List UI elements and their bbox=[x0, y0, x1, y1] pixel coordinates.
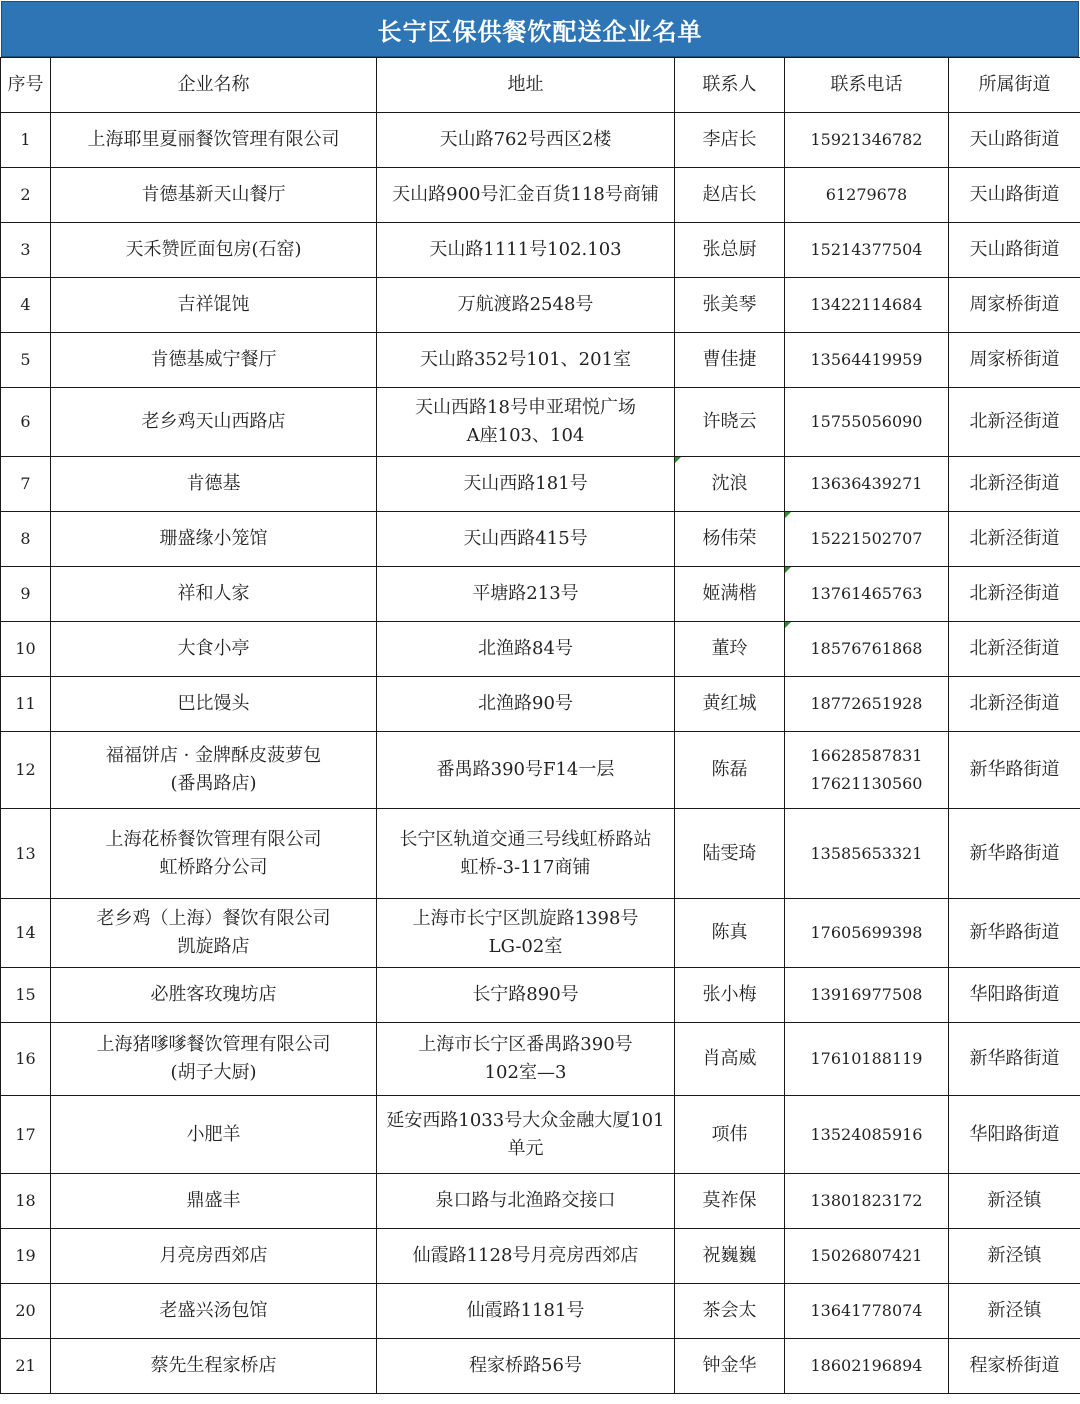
company-name-cell bbox=[51, 333, 377, 388]
table-row bbox=[1, 113, 1080, 168]
contact-person-cell: 肖高威 bbox=[675, 1023, 785, 1096]
address-cell-line: 平塘路213号 bbox=[472, 583, 579, 604]
phone-number-cell-line: 18602196894 bbox=[810, 1356, 923, 1375]
phone-number-cell-line: 18576761868 bbox=[810, 639, 923, 658]
company-name-cell-line: 老乡鸡（上海）餐饮有限公司 bbox=[96, 908, 331, 929]
table-row bbox=[1, 732, 1080, 809]
address-cell-line: 102室—3 bbox=[484, 1062, 567, 1083]
address-cell-line: 长宁区轨道交通三号线虹桥路站 bbox=[399, 828, 652, 850]
table-row bbox=[1, 622, 1080, 677]
address-cell bbox=[377, 333, 675, 388]
table-body bbox=[1, 113, 1080, 1394]
table-row bbox=[1, 1096, 1080, 1174]
address-cell-line: 上海市长宁区番禺路390号 bbox=[418, 1034, 633, 1055]
address-cell-line: 天山路762号西区2楼 bbox=[439, 129, 612, 150]
street-cell: 北新泾街道 bbox=[949, 512, 1080, 567]
phone-number-cell-line: 16628587831 bbox=[810, 746, 923, 765]
phone-number-cell-line: 13585653321 bbox=[810, 843, 923, 863]
street-cell: 程家桥街道 bbox=[949, 1339, 1080, 1394]
company-name-cell bbox=[51, 1229, 377, 1284]
contact-person-cell: 曹佳捷 bbox=[675, 333, 785, 388]
company-name-cell-line: (番禺路店) bbox=[170, 773, 257, 794]
address-cell-line: 程家桥路56号 bbox=[469, 1355, 582, 1376]
column-header-address: 地址 bbox=[377, 58, 675, 113]
address-cell bbox=[377, 732, 675, 809]
company-name-cell bbox=[51, 1339, 377, 1394]
company-name-cell-line: 肯德基 bbox=[186, 473, 241, 494]
street-cell: 周家桥街道 bbox=[949, 333, 1080, 388]
street-cell: 北新泾街道 bbox=[949, 622, 1080, 677]
row-index-cell: 17 bbox=[1, 1096, 51, 1174]
column-header-index: 序号 bbox=[1, 58, 51, 113]
company-name-cell-line: 吉祥馄饨 bbox=[177, 294, 250, 315]
address-cell bbox=[377, 278, 675, 333]
contact-person-cell: 祝巍巍 bbox=[675, 1229, 785, 1284]
street-cell: 新泾镇 bbox=[949, 1229, 1080, 1284]
company-name-cell-line: 鼎盛丰 bbox=[186, 1190, 241, 1211]
company-name-cell-line: 老盛兴汤包馆 bbox=[159, 1300, 268, 1321]
company-name-cell bbox=[51, 1096, 377, 1174]
street-cell: 天山路街道 bbox=[949, 223, 1080, 278]
phone-number-cell-line: 13564419959 bbox=[810, 350, 923, 369]
phone-number-cell bbox=[785, 1174, 949, 1229]
address-cell-line: 仙霞路1128号月亮房西郊店 bbox=[412, 1245, 639, 1266]
enterprise-table bbox=[0, 57, 1080, 1394]
contact-person-cell: 赵店长 bbox=[675, 168, 785, 223]
contact-person-cell: 姬满楷 bbox=[675, 567, 785, 622]
column-header-street: 所属街道 bbox=[949, 58, 1080, 113]
company-name-cell-line: (胡子大厨) bbox=[170, 1062, 257, 1083]
company-name-cell bbox=[51, 677, 377, 732]
phone-number-cell-line: 15214377504 bbox=[810, 240, 923, 259]
address-cell bbox=[377, 1284, 675, 1339]
address-cell-line: 天山西路181号 bbox=[463, 473, 588, 494]
company-name-cell-line: 肯德基新天山餐厅 bbox=[141, 184, 286, 205]
street-cell: 新华路街道 bbox=[949, 1023, 1080, 1096]
table-row bbox=[1, 333, 1080, 388]
address-cell bbox=[377, 1229, 675, 1284]
company-name-cell bbox=[51, 223, 377, 278]
contact-person-cell: 杨伟荣 bbox=[675, 512, 785, 567]
street-cell: 北新泾街道 bbox=[949, 567, 1080, 622]
phone-number-cell bbox=[785, 168, 949, 223]
phone-number-cell bbox=[785, 622, 949, 677]
phone-number-cell bbox=[785, 1339, 949, 1394]
phone-number-cell bbox=[785, 1096, 949, 1174]
phone-number-cell bbox=[785, 333, 949, 388]
address-cell-line: 天山路1111号102.103 bbox=[429, 239, 622, 260]
row-index-cell: 13 bbox=[1, 809, 51, 899]
row-index-cell: 11 bbox=[1, 677, 51, 732]
row-index-cell: 1 bbox=[1, 113, 51, 168]
header-row bbox=[1, 58, 1080, 113]
row-index-cell: 8 bbox=[1, 512, 51, 567]
contact-person-cell: 张小梅 bbox=[675, 968, 785, 1023]
phone-number-cell bbox=[785, 809, 949, 899]
company-name-cell-line: 福福饼店 · 金牌酥皮菠萝包 bbox=[105, 745, 322, 766]
company-name-cell-line: 珊盛缘小笼馆 bbox=[159, 528, 268, 549]
address-cell-line: 北渔路84号 bbox=[478, 638, 573, 659]
address-cell-line: 上海市长宁区凯旋路1398号 bbox=[412, 908, 639, 929]
company-name-cell-line: 上海猪嗲嗲餐饮管理有限公司 bbox=[96, 1034, 331, 1055]
address-cell bbox=[377, 223, 675, 278]
street-cell: 北新泾街道 bbox=[949, 677, 1080, 732]
row-index-cell: 12 bbox=[1, 732, 51, 809]
address-cell-line: A座103、104 bbox=[466, 425, 585, 446]
phone-number-cell-line: 13801823172 bbox=[810, 1191, 923, 1210]
company-name-cell bbox=[51, 899, 377, 968]
table-row bbox=[1, 899, 1080, 968]
contact-person-cell: 钟金华 bbox=[675, 1339, 785, 1394]
phone-number-cell-line: 61279678 bbox=[825, 185, 908, 204]
table-row bbox=[1, 809, 1080, 899]
phone-number-cell bbox=[785, 677, 949, 732]
company-name-cell bbox=[51, 1174, 377, 1229]
contact-person-cell: 陈磊 bbox=[675, 732, 785, 809]
company-name-cell-line: 必胜客玫瑰坊店 bbox=[150, 984, 277, 1005]
company-name-cell-line: 小肥羊 bbox=[186, 1123, 241, 1145]
row-index-cell: 20 bbox=[1, 1284, 51, 1339]
phone-number-cell bbox=[785, 113, 949, 168]
table-row bbox=[1, 168, 1080, 223]
phone-number-cell-line: 15921346782 bbox=[810, 130, 923, 149]
phone-number-cell-line: 13422114684 bbox=[810, 295, 923, 314]
address-cell bbox=[377, 1174, 675, 1229]
company-name-cell bbox=[51, 278, 377, 333]
street-cell: 新华路街道 bbox=[949, 732, 1080, 809]
phone-number-cell bbox=[785, 968, 949, 1023]
table-row bbox=[1, 223, 1080, 278]
address-cell-line: 虹桥-3-117商铺 bbox=[460, 856, 591, 878]
phone-number-cell bbox=[785, 223, 949, 278]
address-cell-line: 天山西路18号申亚珺悦广场 bbox=[415, 397, 636, 418]
table-row bbox=[1, 968, 1080, 1023]
contact-person-cell: 项伟 bbox=[675, 1096, 785, 1174]
column-header-contact: 联系人 bbox=[675, 58, 785, 113]
row-index-cell: 14 bbox=[1, 899, 51, 968]
address-cell-line: LG-02室 bbox=[488, 936, 563, 957]
table-row bbox=[1, 1174, 1080, 1229]
address-cell-line: 单元 bbox=[507, 1137, 544, 1159]
company-name-cell-line: 月亮房西郊店 bbox=[159, 1245, 268, 1266]
phone-number-cell-line: 13636439271 bbox=[810, 474, 923, 493]
company-name-cell-line: 天禾赞匠面包房(石窑) bbox=[125, 239, 302, 260]
address-cell-line: 仙霞路1181号 bbox=[466, 1300, 585, 1321]
address-cell-line: 北渔路90号 bbox=[478, 693, 573, 714]
address-cell bbox=[377, 968, 675, 1023]
company-name-cell bbox=[51, 113, 377, 168]
company-name-cell bbox=[51, 732, 377, 809]
address-cell bbox=[377, 1096, 675, 1174]
contact-person-cell: 沈浪 bbox=[675, 457, 785, 512]
phone-number-cell-line: 13641778074 bbox=[810, 1301, 923, 1320]
row-index-cell: 4 bbox=[1, 278, 51, 333]
address-cell bbox=[377, 809, 675, 899]
company-name-cell-line: 老乡鸡天山西路店 bbox=[141, 411, 286, 432]
address-cell-line: 天山西路415号 bbox=[463, 528, 588, 549]
company-name-cell bbox=[51, 388, 377, 457]
address-cell-line: 天山路900号汇金百货118号商铺 bbox=[392, 184, 659, 205]
company-name-cell bbox=[51, 567, 377, 622]
company-name-cell-line: 肯德基威宁餐厅 bbox=[150, 349, 277, 370]
company-name-cell-line: 虹桥路分公司 bbox=[159, 856, 268, 878]
table-row bbox=[1, 1023, 1080, 1096]
phone-number-cell-line: 17605699398 bbox=[810, 923, 923, 942]
contact-person-cell: 茶会太 bbox=[675, 1284, 785, 1339]
company-name-cell-line: 上海花桥餐饮管理有限公司 bbox=[105, 828, 322, 850]
street-cell: 天山路街道 bbox=[949, 168, 1080, 223]
phone-number-cell bbox=[785, 1023, 949, 1096]
street-cell: 天山路街道 bbox=[949, 113, 1080, 168]
phone-number-cell bbox=[785, 567, 949, 622]
address-cell bbox=[377, 512, 675, 567]
street-cell: 新泾镇 bbox=[949, 1284, 1080, 1339]
address-cell bbox=[377, 899, 675, 968]
phone-number-cell-line: 18772651928 bbox=[810, 694, 923, 713]
street-cell: 北新泾街道 bbox=[949, 457, 1080, 512]
table-row bbox=[1, 677, 1080, 732]
phone-number-cell bbox=[785, 899, 949, 968]
table-row bbox=[1, 512, 1080, 567]
phone-number-cell bbox=[785, 1284, 949, 1339]
company-name-cell bbox=[51, 1023, 377, 1096]
company-name-cell-line: 上海耶里夏丽餐饮管理有限公司 bbox=[87, 129, 340, 150]
street-cell: 北新泾街道 bbox=[949, 388, 1080, 457]
address-cell-line: 万航渡路2548号 bbox=[457, 294, 594, 315]
row-index-cell: 19 bbox=[1, 1229, 51, 1284]
street-cell: 华阳路街道 bbox=[949, 968, 1080, 1023]
company-name-cell bbox=[51, 1284, 377, 1339]
street-cell: 华阳路街道 bbox=[949, 1096, 1080, 1174]
phone-number-cell bbox=[785, 512, 949, 567]
contact-person-cell: 陈真 bbox=[675, 899, 785, 968]
phone-number-cell bbox=[785, 457, 949, 512]
phone-number-cell bbox=[785, 1229, 949, 1284]
phone-number-cell-line: 13916977508 bbox=[810, 985, 923, 1004]
address-cell bbox=[377, 1023, 675, 1096]
phone-number-cell bbox=[785, 278, 949, 333]
table-row bbox=[1, 457, 1080, 512]
row-index-cell: 16 bbox=[1, 1023, 51, 1096]
company-name-cell bbox=[51, 457, 377, 512]
row-index-cell: 9 bbox=[1, 567, 51, 622]
company-name-cell bbox=[51, 809, 377, 899]
company-name-cell bbox=[51, 622, 377, 677]
contact-person-cell: 董玲 bbox=[675, 622, 785, 677]
company-name-cell bbox=[51, 968, 377, 1023]
address-cell bbox=[377, 567, 675, 622]
phone-number-cell bbox=[785, 388, 949, 457]
contact-person-cell: 陆雯琦 bbox=[675, 809, 785, 899]
address-cell-line: 延安西路1033号大众金融大厦101 bbox=[386, 1109, 665, 1131]
street-cell: 周家桥街道 bbox=[949, 278, 1080, 333]
row-index-cell: 6 bbox=[1, 388, 51, 457]
phone-number-cell-line: 15221502707 bbox=[810, 529, 923, 548]
table-row bbox=[1, 1229, 1080, 1284]
row-index-cell: 18 bbox=[1, 1174, 51, 1229]
table-row bbox=[1, 1284, 1080, 1339]
address-cell-line: 长宁路890号 bbox=[472, 984, 579, 1005]
table-title: 长宁区保供餐饮配送企业名单 bbox=[1, 1, 1079, 57]
address-cell bbox=[377, 168, 675, 223]
table-row bbox=[1, 278, 1080, 333]
row-index-cell: 5 bbox=[1, 333, 51, 388]
contact-person-cell: 张美琴 bbox=[675, 278, 785, 333]
phone-number-cell-line: 13524085916 bbox=[810, 1124, 923, 1144]
address-cell bbox=[377, 677, 675, 732]
company-name-cell-line: 凯旋路店 bbox=[177, 936, 250, 957]
row-index-cell: 7 bbox=[1, 457, 51, 512]
street-cell: 新泾镇 bbox=[949, 1174, 1080, 1229]
table-row bbox=[1, 567, 1080, 622]
row-index-cell: 15 bbox=[1, 968, 51, 1023]
company-name-cell-line: 大食小亭 bbox=[177, 638, 250, 659]
address-cell-line: 泉口路与北渔路交接口 bbox=[435, 1190, 616, 1211]
table-row bbox=[1, 1339, 1080, 1394]
company-name-cell bbox=[51, 168, 377, 223]
table-row bbox=[1, 388, 1080, 457]
address-cell-line: 天山路352号101、201室 bbox=[419, 349, 632, 370]
phone-number-cell bbox=[785, 732, 949, 809]
phone-number-cell-line: 17610188119 bbox=[810, 1049, 923, 1068]
row-index-cell: 2 bbox=[1, 168, 51, 223]
address-cell bbox=[377, 622, 675, 677]
row-index-cell: 3 bbox=[1, 223, 51, 278]
column-header-phone: 联系电话 bbox=[785, 58, 949, 113]
company-name-cell-line: 巴比馒头 bbox=[177, 693, 250, 714]
contact-person-cell: 莫祚保 bbox=[675, 1174, 785, 1229]
row-index-cell: 10 bbox=[1, 622, 51, 677]
phone-number-cell-line: 15026807421 bbox=[810, 1246, 923, 1265]
row-index-cell: 21 bbox=[1, 1339, 51, 1394]
phone-number-cell-line: 15755056090 bbox=[810, 412, 923, 431]
address-cell bbox=[377, 388, 675, 457]
address-cell bbox=[377, 457, 675, 512]
street-cell: 新华路街道 bbox=[949, 899, 1080, 968]
address-cell bbox=[377, 113, 675, 168]
contact-person-cell: 张总厨 bbox=[675, 223, 785, 278]
address-cell-line: 番禺路390号F14一层 bbox=[436, 759, 615, 780]
column-header-company: 企业名称 bbox=[51, 58, 377, 113]
street-cell: 新华路街道 bbox=[949, 809, 1080, 899]
address-cell bbox=[377, 1339, 675, 1394]
contact-person-cell: 李店长 bbox=[675, 113, 785, 168]
contact-person-cell: 许晓云 bbox=[675, 388, 785, 457]
company-name-cell-line: 蔡先生程家桥店 bbox=[150, 1355, 277, 1376]
company-name-cell bbox=[51, 512, 377, 567]
company-name-cell-line: 祥和人家 bbox=[177, 583, 250, 604]
phone-number-cell-line: 13761465763 bbox=[810, 584, 923, 603]
contact-person-cell: 黄红城 bbox=[675, 677, 785, 732]
phone-number-cell-line: 17621130560 bbox=[810, 774, 923, 793]
